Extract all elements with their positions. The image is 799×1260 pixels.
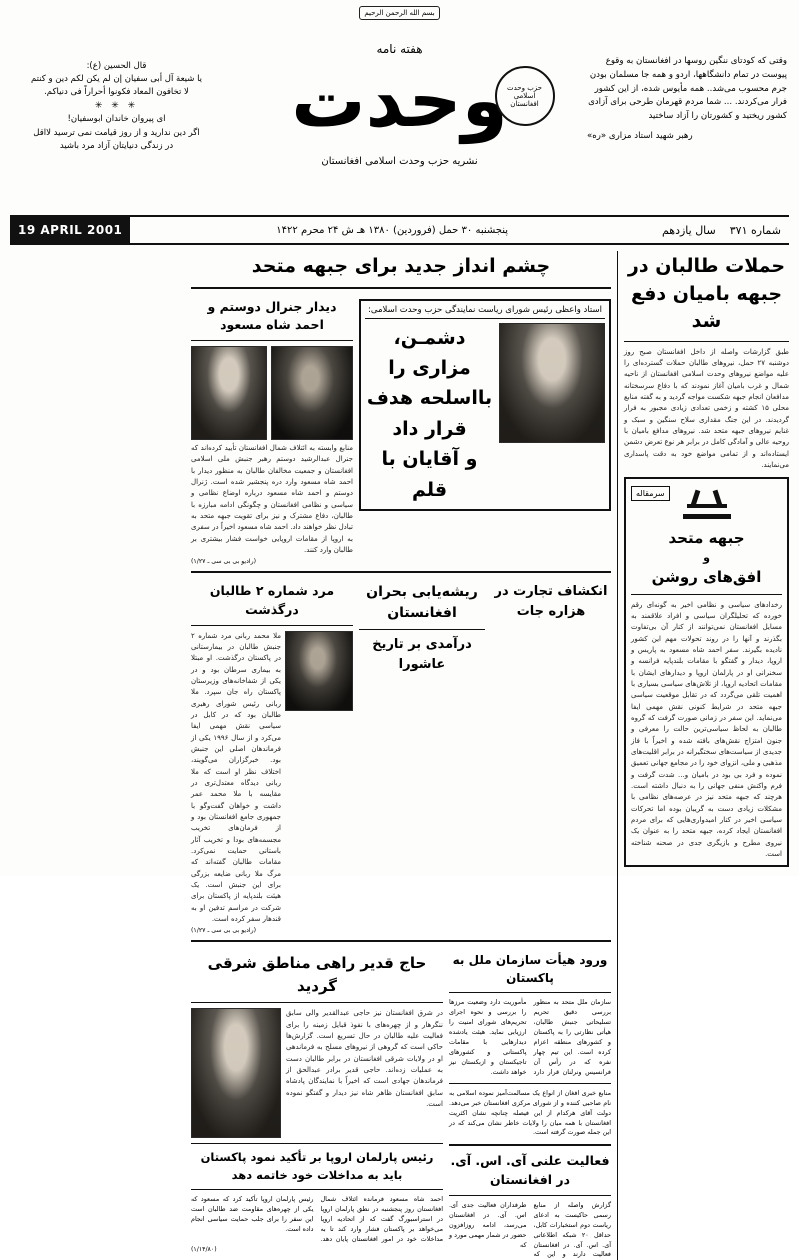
issue-year: سال یازدهم: [661, 223, 716, 237]
seal-label: حزب وحدت اسلامی افغانستان: [507, 83, 542, 109]
hadith-quote-block: [14, 60, 219, 153]
hadith-line-1: یا شیعة آل أبی سفیان إن لم یکن لکم دین و کنتم: [30, 74, 203, 85]
divider: [191, 340, 353, 341]
divider: [449, 1144, 611, 1146]
leader-quote-line-4: مأیوس شده، از این کشور فرار می‌کردند.: [594, 83, 787, 108]
column-middle: [191, 251, 611, 1260]
leader-quote-block: [587, 55, 787, 144]
editorial-title-3: افق‌های روشن: [651, 568, 762, 587]
divider: [191, 625, 353, 626]
english-date: 19 APRIL 2001: [10, 217, 130, 243]
headline-taliban-attack: حملات طالبان در جبهه بامیان دفع شد: [627, 255, 786, 333]
article-un-delegation: سازمان ملل متحد به منظور بررسی دقیق تحریم تسلیحاتی جنبش طالبان، هیأتی نظارتی را به پاکستان و کشورهای منطقه اعزام کرده است. این تیم چهار نفره که در رأس آن فرانسیس ونرلنان قرار دارد مأموریت دارد وضعیت مرزها را بررسی و نحوه اجرای تحریم‌های شورای امنیت را ارزیابی نماید. هیئت یادشده دیدارهایی با مقامات پاکستانی و کشورهای تاجیکستان و ازبکستان نیز خواهد داشت.: [449, 998, 611, 1076]
editorial-tag: سرمقاله: [631, 486, 670, 501]
headline-un-delegation: ورود هیأت سازمان ملل به پاکستان: [452, 953, 608, 986]
divider: [191, 571, 611, 573]
article-eu-parliament: احمد شاه مسعود فرمانده ائتلاف شمال افغانستان روز پنجشنبه در نطق پارلمان اروپا در استراسبورگ گفت که از اتحادیه اروپا می‌خواهد بر پاکستان فشار وارد کند تا به مداخلات خود در امور افغانستان پایان دهد. رئیس پارلمان اروپا تأکید کرد که مسعود که یکی از چهره‌های مقاومت ضد طالبان است این سفر را برای جلب حمایت سیاسی انجام داده است.: [191, 1194, 443, 1243]
article-misc-news: منابع خبری افغان از انواع یک مسالمت‌آمیز نموده اسلامی به نام صاحبی کننده و از شورای مرکزی افغانستان خبر می‌دهد. دولت آقای هرکدام از این فیصله چنانچه نشان اکثریت افغانستان با همه میان را ولایات خاطر نشان می‌کند که در این جمله صورت گرفته است.: [449, 1088, 611, 1137]
date-bar: [10, 215, 789, 245]
divider: [631, 594, 782, 595]
leader-quote-line-1: وقتی که کودتای ننگین روسها در افغانستان به: [626, 56, 787, 66]
hadith-line-2: لا تخافون المعاد فکونوا أحراراً فی دنیاکم.: [44, 87, 189, 98]
logo-row: [235, 58, 565, 154]
leader-quote-signature: رهبر شهید استاد مزاری «ره»: [587, 130, 693, 141]
divider: [449, 1083, 611, 1084]
feature-story-box: [359, 299, 611, 511]
leader-quote-line-3: مسلمان بودن جرم محسوب می‌شد.. همه: [589, 69, 787, 94]
divider: [191, 1002, 443, 1003]
dostum-photo: [191, 346, 267, 440]
feature-headline-line-1: دشمـن، مزاری را: [388, 326, 471, 379]
hadith-attribution: قال الحسین (ع):: [86, 61, 147, 71]
feature-headline-line-2: بااسلحه هدف قرار داد: [366, 387, 493, 440]
article-byline: (رادیو بی بی سی ـ ۱/۲۷): [191, 927, 257, 935]
page-content: [10, 251, 789, 1260]
editorial-text: رخدادهای سیاسی و نظامی اخیر به گونه‌ای رقم خورده که تحلیلگران سیاسی و افراد علاقمند به مسایل افغانستان نمی‌توانند از کنار آن بی‌تفاوت بگذرند و آنها را در روند تحولات مهم این کشور نادیده بگیرند. سفر احمد شاه مسعود به پاریس و اروپا، دیدار و گفتگو با مقامات بلندپایه فرانسه و سخنرانی او در پارلمان اروپا و دیدارهای ایشان با مقامات اتحادیه اروپا، از تلاش‌های سیاسی بسیاری با اهمیت تلقی می‌گردد که در تقابل موقعیت سیاسی جبهه متحد در شرایط کنونی نقش مهمی ایفا می‌نماید. این سفر در زمانی صورت گرفت که گروه طالبان به لحاظ سیاسی‌ترین حالت را معرفی و جنون امتزاج نقش‌های بافته شده و اخیراً با فاز جدیدی از سیاست‌های سختگیرانه در برابر اقلیت‌های مذهبی و ملی، انزوای خود را در مجامع جهانی تعمیق نموده و فرد بی بود در بامیان و... شدت گرفت و فرم واکنش منفی جهانی را به دنبال داشته است. هرچند که جبهه متحد نیز در عرصه‌های نظامی با مشکلات زیادی دست به گریبان بوده اما تحرکات سیاسی اخیر در کنار امیدواری‌هایی که برای مردم افغانستان ایجاد کرده، جبهه متحد را به عنوان یک نیروی مطرح و بازیگری جدی در صحنه شناخته است.: [631, 600, 782, 858]
rabbani-photo: [285, 631, 353, 711]
issue-number: شماره ۳۷۱: [729, 223, 781, 237]
headline-taliban-number-two: مرد شماره ۲ طالبان درگذشت: [209, 583, 335, 618]
feature-kicker: استاد واعظی رئیس شورای ریاست نمایندگی حزب وحدت اسلامی:: [365, 305, 605, 319]
feature-headline: [365, 323, 494, 505]
headline-united-front: چشم انداز جدید برای جبهه متحد: [251, 255, 551, 277]
publication-title: وحدت: [291, 58, 508, 144]
masthead-center: [235, 12, 565, 167]
unity-logo-icon: [681, 484, 733, 524]
cleric-photo: [499, 323, 605, 443]
headline-ashura-history: درآمدی بر تاریخ عاشورا: [372, 637, 472, 672]
column-right: [624, 251, 789, 1260]
weekly-label: هفته نامه: [376, 42, 423, 56]
editorial-box: [624, 477, 789, 867]
editorial-title-2: و: [703, 550, 710, 564]
article-dostum-massoud: منابع وابسته به ائتلاف شمال افغانستان تأیید کرده‌اند که جنرال عبدالرشید دوستم رهبر جنبش ملی اسلامی افغانستان و جمعیت مخالفان طالبان به منظور دیدار با احمد شاه مسعود وارد دره پنجشیر شده است. ژنرال دوستم و احمد شاه مسعود درباره اوضاع نظامی و سیاسی و نظامی افغانستان و چگونگی ادامه مبارزه با طالبان، دفاع مشترک و نیز برای تقویت جبهه متحد به تبادل نظر خواهند داد. احمد شاه مسعود اخیراً در سفری به اروپا از مقامات اروپایی خواست فشار بیشتری بر طالبان وارد کنند.: [191, 444, 353, 554]
quote-separator: ✳ ✳ ✳: [94, 100, 139, 111]
leader-quote-line-6: ریختید و کشورتان را آزاد ساختید: [648, 111, 764, 121]
article-haji-qadir: در شرق افغانستان نیز حاجی عبدالقدیر والی سابق ننگرهار و از چهره‌های با نفوذ قبایل زمینه را برای فعالیت علیه طالبان در حال تسریع است. گزارش‌ها حاکی است که گروهی از نیروهای مسلح به فرماندهی او در ولایات شرقی افغانستان در برابر طالبان دست به عملیات زده‌اند. حاجی قدیر برادر عبدالحق از فرماندهان جهادی است که اخیراً با نمایندگان پادشاه سابق افغانستان ظاهر شاه نیز دیدار و گفتگو نموده است.: [286, 1009, 443, 1108]
editorial-title-1: جبهه متحد: [668, 529, 745, 548]
headline-eu-parliament: رئیس پارلمان اروپا بر تأکید نمود پاکستان باید به مداخلات خود خاتمه دهد: [200, 1150, 434, 1182]
headline-trade-development: انکشاف تجارت در هزاره جات: [494, 584, 608, 619]
masthead: [0, 0, 799, 215]
leader-quote-line-2: وقوع پیوست در تمام دانشگاهها، اردو و همه جا: [605, 56, 787, 80]
divider: [624, 341, 789, 342]
issue-info: [654, 217, 789, 243]
feature-body: [365, 323, 605, 505]
divider: [449, 1195, 611, 1196]
ornament-box: بسم الله الرحمن الرحیم: [359, 6, 439, 20]
persian-date: پنجشنبه ۳۰ حمل (فروردین) ۱۳۸۰ هـ ش ۲۴ محرم ۱۴۲۲: [276, 224, 509, 236]
leader-quote-line-5: ... شما مردم قهرمان طرحی برای آزادی کشور: [588, 97, 787, 121]
massoud-photo: [271, 346, 353, 440]
divider: [449, 992, 611, 993]
hadith-translation-1: ای پیروان خاندان ابوسفیان!: [67, 114, 166, 125]
divider: [191, 940, 611, 942]
hadith-translation-2: اگر دین ندارید و از روز قیامت نمی ترسید لااقل: [33, 127, 200, 138]
divider: [359, 629, 485, 630]
publication-subtitle: نشریه حزب وحدت اسلامی افغانستان: [321, 156, 478, 167]
article-byline: (۱/۱۴/۸۰): [191, 1246, 217, 1254]
column-divider: [617, 251, 618, 1260]
hadith-translation-3: در زندگی دنیایتان آزاد مرد باشید: [59, 140, 174, 151]
un-block: [449, 948, 611, 1260]
article-isi-activity: گزارش واصله از منابع رسمی حاکیست به ادعای ریاست دوم استخبارات کابل، حداقل ۲۰ شبکه اطلاعاتی آی. اس. آی. در افغانستان فعالیت دارند و این که طرفداران فعالیت جدی آی. اس. آی. در افغانستان می‌رسد، ادامه روزافزون حضور در شمار مهمی مورد و که: [449, 1200, 611, 1259]
feature-headline-line-3: و آقایان با قلم: [381, 448, 478, 501]
headline-isi-activity: فعالیت علنی آی. اس. آی. در افغانستان: [450, 1153, 610, 1188]
party-seal-icon: [495, 66, 555, 126]
article-taliban-number-two: ملا محمد ربانی مرد شماره ۲ جنبش طالبان در بیمارستانی در پاکستان درگذشت. او مبتلا به بیماری سرطان بود و در یکی از شفاخانه‌های وزیرستان پاکستان راه جان سپرد. ملا ربانی رئیس شورای رهبری طالبان بود که در کابل در سیاسی نقش مهمی ایفا می‌کرد و از سال ۱۹۹۶ یکی از فرماندهان اصلی این جنبش بود. خبرگزاران می‌گویند، اختلاف نظر او است که ملا ربانی دیدگاه معتدل‌تری در مقایسه با ملا محمد عمر داشت و خواهان گفت‌وگو با جمهوری جامع افغانستان بود و از فرمان‌های تخریب مجسمه‌های بودا و تخریب آثار باستانی حمایت نمی‌کرد. مقامات طالبان گفته‌اند که مرگ ملا ربانی ضایعه بزرگی برای این جنبش است. یک هیئت بلندپایه از پاکستان برای شرکت در مراسم تدفین او به قندهار سفر کرده است.: [191, 631, 281, 924]
divider: [191, 1189, 443, 1190]
article-taliban-attack: طبق گزارشات واصله از داخل افغانستان صبح روز دوشنبه ۲۷ حمل، نیروهای طالبان حملات گسترده‌ای را علیه مواضع نیروهای وحدت اسلامی افغانستان از ناحیه شمال و غرب بامیان آغاز نمودند که با دفاع سرسختانه مدافعان انجام جبهه شکست مواجه گردید و به گفته منابع محلی ۱۵ کشته و زخمی تعدادی زیادی مجبور به فرار گردیدند. در این جنگ مقداری سلاح سنگین و سبک و غنایم نیروهای جبهه متحد شد. نیروهای مدافع بامیان با روحیه عالی و آمادگی کامل در برابر هر نوع تعرض دشمن ایستاده‌اند و از تمامی مواضع خود به دقت پاسداری می‌نمایند.: [624, 347, 789, 469]
headline-crisis-roots: ریشه‌یابی بحران افغانستان: [366, 584, 478, 622]
haji-qadir-photo: [191, 1008, 281, 1138]
divider: [191, 1143, 443, 1144]
article-byline: (رادیو بی بی سی ـ ۱/۲۷): [191, 558, 257, 566]
qadir-block: [191, 948, 443, 1260]
headline-haji-qadir: حاج قدیر راهی مناطق شرقی گردید: [207, 954, 427, 995]
headline-dostum-massoud: دیدار جنرال دوستم و احمد شاه مسعود: [207, 298, 337, 333]
divider: [191, 287, 611, 289]
